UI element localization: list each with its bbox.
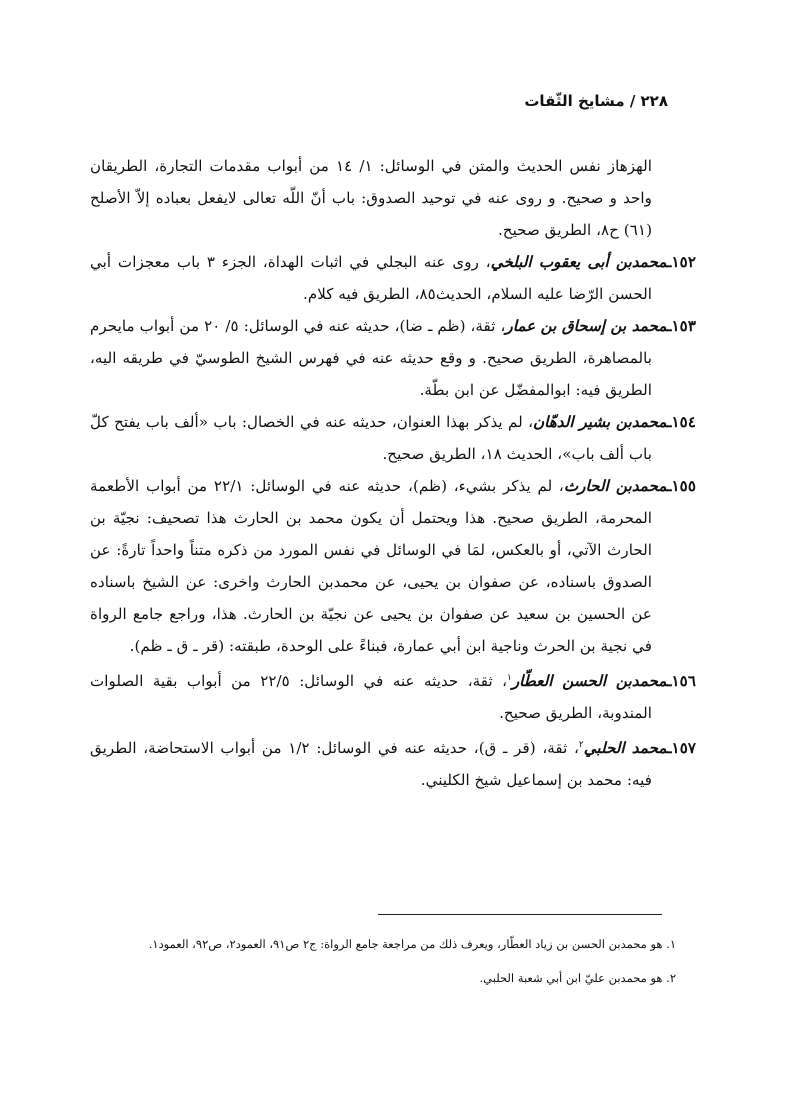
entry-number: ١٥٦ـ xyxy=(667,672,696,691)
footnote-1: ١. هو محمدبن الحسن بن زياد العطّار، ويعرف ذلك من مراجعة جامع الرواة: ج٢ ص٩١، العمود٢، ص٩٢، العمود١. xyxy=(148,937,676,951)
footnote-2: ٢. هو محمدبن عليّ ابن أبي شعبة الحلبي. xyxy=(479,971,676,985)
narrator-name: محمدبن بشير الدهّان xyxy=(532,413,668,431)
entry-text: ، لم يذكر بهذا العنوان، حديثه عنه في الخصال: باب «ألف باب يفتح كلّ باب ألف باب»، الحديث ١٨، الطريق صحيح. xyxy=(90,413,652,463)
entry-number: ١٥٣ـ xyxy=(667,317,696,335)
narrator-name: محمدبن أبى يعقوب البلخي xyxy=(490,253,668,271)
entry-text: ، روى عنه البجلي في اثبات الهداة، الجزء ٣ باب معجزات أبي الحسن الرّضا عليه السلام، الحديث٨٥، الطريق فيه كلام. xyxy=(90,253,652,303)
main-text xyxy=(90,150,696,796)
footnotes xyxy=(86,930,676,992)
entry-text: ، لم يذكر بشيء، (ظم)، حديثه عنه في الوسائل: ٢٢/١ من أبواب الأطعمة المحرمة، الطريق صحيح. هذا ويحتمل أن يكون محمد بن الحارث هذا تصحيف: نجيّة بن الحارث الآتي، أو بالعكس، لمَا في الوسائل في نفس المورد من ذكره متناً واحداً تارةً: عن الصدوق باسناده، عن صفوان بن يحيى، عن محمدبن الحارث واخرى: عن الشيخ باسناده عن الحسين بن سعيد عن صفوان بن يحيى عن نجيّة بن الحارث. هذا، وراجع جامع الرواة في نجية بن الحرث وناجية ابن أبي عمارة، فبناءً على الوحدة، طبقته: (قر ـ ق ـ ظم). xyxy=(90,477,652,655)
footnote-ref[interactable]: ١ xyxy=(507,673,512,683)
footnote-separator xyxy=(378,914,662,915)
entry-text: ، ثقة، حديثه عنه في الوسائل: ٢٢/٥ من أبواب بقية الصلوات المندوبة، الطريق صحيح. xyxy=(90,672,652,723)
entry-number: ١٥٤ـ xyxy=(667,413,696,431)
entry-152 xyxy=(90,246,696,310)
entry-text: ، ثقة، (ظم ـ ضا)، حديثه عنه في الوسائل: ٥/ ٢٠ من أبواب مايحرم بالمصاهرة، الطريق صحيح. و وقع حديثه عنه في فهرس الشيخ الطوسيّ في طريقه اليه، الطريق فيه: ابوالمفضّل عن ابن بطّة. xyxy=(90,317,652,399)
entry-156 xyxy=(90,662,696,729)
entry-153 xyxy=(90,310,696,406)
footnote-ref[interactable]: ٢ xyxy=(578,740,584,751)
entry-154 xyxy=(90,406,696,470)
entry-number: ١٥٢ـ xyxy=(667,253,696,271)
entry-157 xyxy=(90,729,696,796)
entry-number: ١٥٥ـ xyxy=(667,477,696,495)
entry-155 xyxy=(90,470,696,662)
narrator-name: محمدبن الحسن العطّار xyxy=(511,672,668,691)
narrator-name: محمد الحلبي xyxy=(583,739,668,758)
entry-number: ١٥٧ـ xyxy=(667,739,697,758)
lead-paragraph: الهزهاز نفس الحديث والمتن في الوسائل: ١/ ١٤ من أبواب مقدمات التجارة، الطريقان واحد و صحيح. و روى عنه في توحيد الصدوق: باب أنّ اللّه تعالى لايفعل بعباده إلاّ الأصلح (٦١) ح٨، الطريق صحيح. xyxy=(90,157,652,239)
page-header: ٢٢٨ / مشايخ الثّقات xyxy=(524,92,668,110)
narrator-name: محمد بن إسحاق بن عمار xyxy=(505,317,668,335)
entry-text: ، ثقة، (قر ـ ق)، حديثه عنه في الوسائل: ١/٢ من أبواب الاستحاضة، الطريق فيه: محمد بن إسماعيل شيخ الكليني. xyxy=(90,739,652,790)
narrator-name: محمدبن الحارث xyxy=(563,477,668,495)
